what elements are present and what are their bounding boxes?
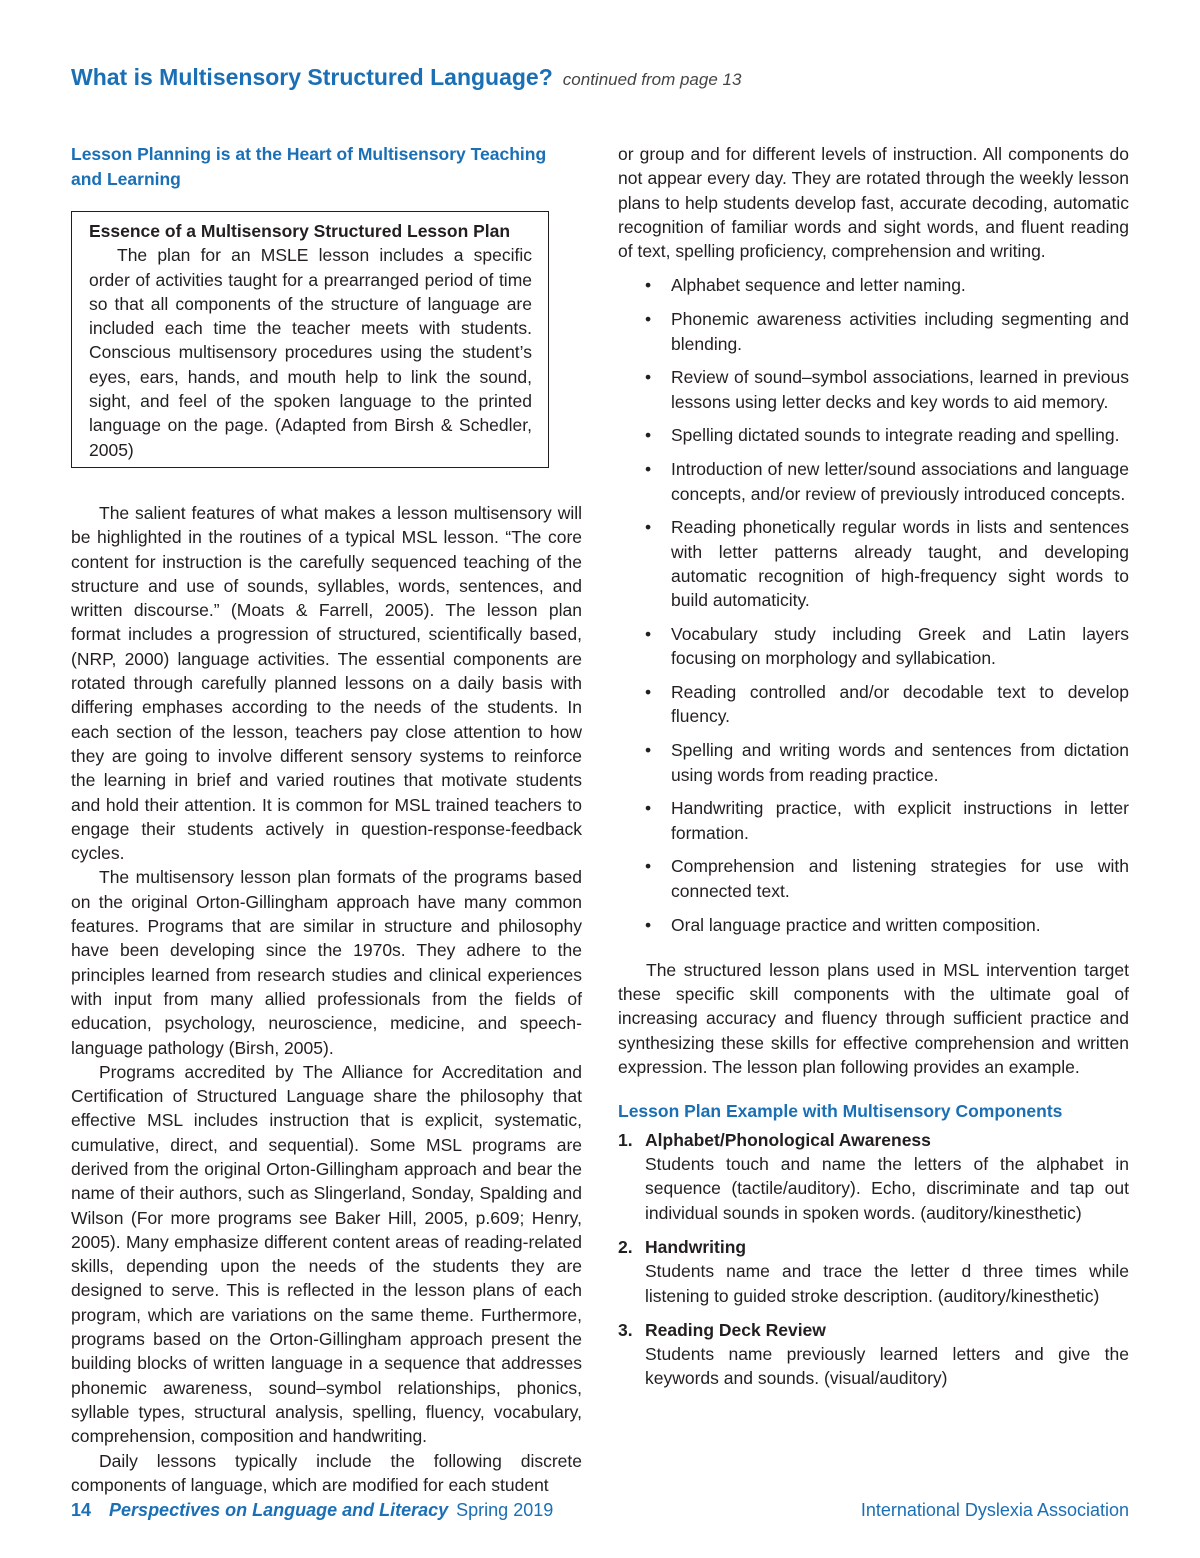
journal-title: Perspectives on Language and Literacy [109, 1500, 449, 1520]
sidebar-box [71, 211, 549, 468]
list-item [618, 1318, 1129, 1391]
list-item [618, 1235, 1129, 1308]
page-header [71, 64, 741, 91]
list-item: • Spelling and writing words and sentences from dictation using words from reading practice. [645, 740, 1129, 785]
bullet-icon: • [645, 856, 652, 877]
component-list [618, 273, 1129, 936]
page-number: 14 [71, 1500, 92, 1520]
bullet-icon: • [645, 367, 652, 388]
bullet-icon: • [645, 275, 652, 296]
step-title: Reading Deck Review [645, 1319, 826, 1340]
paragraph: Programs accredited by The Alliance for Accreditation and Certification of Structured Language share the philosophy that effective MSL includes instruction that is explicit, systematic, cumulative, direct, and sequential). Some MSL programs are derived from the original Orton-Gillingham approach and bear the name of their authors, such as Slingerland, Sonday, Spalding and Wilson (For more programs see Baker Hill, 2005, p.609; Henry, 2005). Many emphasize different content areas of reading-related skills, depending upon the needs of the students they are designed to serve. This is reflected in the lesson plans of each program, which are variations on the same theme. Furthermore, programs based on the Orton-Gillingham approach present the building blocks of written language in a sequence that addresses phonemic awareness, sound–symbol relationships, phonics, syllable types, structural analysis, spelling, fluency, vocabulary, comprehension, composition and handwriting. [71, 1061, 582, 1447]
paragraph: The structured lesson plans used in MSL intervention target these specific skill components with the ultimate goal of increasing accuracy and fluency through sufficient practice and synthesizing these skills for effective comprehension and written expression. The lesson plan following provides an example. [618, 959, 1129, 1077]
bullet-icon: • [645, 517, 652, 538]
bullet-icon: • [645, 682, 652, 703]
paragraph: or group and for different levels of instruction. All components do not appear every day. They are rotated through the weekly lesson plans to help students develop fast, accurate decoding, automatic recognition of familiar words and sight words, and fluent reading of text, spelling proficiency, comprehension and writing. [618, 144, 1129, 262]
article-title: What is Multisensory Structured Language? [71, 64, 553, 90]
right-column [618, 142, 1129, 1401]
issue-date: Spring 2019 [456, 1500, 554, 1520]
paragraph: The multisensory lesson plan formats of the programs based on the original Orton-Gillingham approach have many common features. Programs that are similar in structure and philosophy have been developing since the 1970s. They adhere to the principles learned from research studies and clinical experiences with input from many allied professionals from the fields of education, psychology, neuroscience, medicine, and speech-language pathology (Birsh, 2005). [71, 867, 582, 1058]
continued-note: continued from page 13 [562, 70, 742, 89]
list-item: • Comprehension and listening strategies for use with connected text. [645, 856, 1129, 901]
left-body [71, 501, 582, 1497]
box-text: The plan for an MSLE lesson includes a specific order of activities taught for a prearranged period of time so that all components of the structure of language are included each time the teacher meets with students. Conscious multisensory procedures using the student’s eyes, ears, hands, and mouth help to link the sound, sight, and feel of the spoken language to the printed language on the page. (Adapted from Birsh & Schedler, 2005) [89, 245, 532, 460]
page-footer [71, 1500, 1129, 1526]
paragraph: The salient features of what makes a lesson multisensory will be highlighted in the routines of a typical MSL lesson. “The core content for instruction is the carefully sequenced teaching of the structure and use of sounds, syllables, words, sentences, and written discourse.” (Moats & Farrell, 2005). The lesson plan format includes a progression of structured, scientifically based, (NRP, 2000) language activities. The essential components are rotated through carefully planned lessons on a daily basis with differing emphases according to the needs of the students. In each section of the lesson, teachers pay close attention to how they are going to involve different sensory systems to reinforce the learning in brief and varied routines that motivate students and hold their attention. It is common for MSL trained teachers to engage their students actively in question-response-feedback cycles. [71, 502, 582, 864]
list-item: • Spelling dictated sounds to integrate reading and spelling. [618, 423, 1129, 447]
organization-name: International Dyslexia Association [860, 1500, 1129, 1520]
step-title: Handwriting [645, 1236, 747, 1257]
list-item: • Oral language practice and written composition. [618, 913, 1129, 937]
step-text: Students name previously learned letters and give the keywords and sounds. (visual/auditory) [645, 1344, 1129, 1389]
list-item: • Handwriting practice, with explicit instructions in letter formation. [645, 798, 1129, 843]
bullet-icon: • [645, 309, 652, 330]
bullet-icon: • [645, 914, 652, 935]
list-item: • Alphabet sequence and letter naming. [618, 273, 1129, 297]
section-heading-lesson-plan-example: Lesson Plan Example with Multisensory Components [618, 1101, 1063, 1122]
step-number: 2. [618, 1236, 633, 1257]
list-item: • Review of sound–symbol associations, learned in previous lessons using letter decks and key words to aid memory. [645, 367, 1129, 412]
lesson-steps [618, 1128, 1129, 1391]
bullet-icon: • [645, 798, 652, 819]
list-item: • Vocabulary study including Greek and Latin layers focusing on morphology and syllabication. [645, 624, 1129, 669]
bullet-icon: • [645, 624, 652, 645]
bullet-icon: • [645, 740, 652, 761]
section-heading-lesson-planning: Lesson Planning is at the Heart of Multisensory Teaching and Learning [71, 144, 547, 189]
step-text: Students touch and name the letters of the alphabet in sequence (tactile/auditory). Echo, discriminate and tap out individual sounds in spoken words. (auditory/kinesthetic) [645, 1154, 1129, 1223]
list-item: • Reading phonetically regular words in lists and sentences with letter patterns already taught, and developing automatic recognition of high-frequency sight words to build automaticity. [645, 517, 1129, 611]
list-item: • Introduction of new letter/sound associations and language concepts, and/or review of previously introduced concepts. [645, 459, 1129, 504]
step-title: Alphabet/Phonological Awareness [645, 1129, 931, 1150]
left-column [71, 142, 582, 1497]
paragraph: Daily lessons typically include the following discrete components of language, which are modified for each student [71, 1450, 582, 1495]
bullet-icon: • [645, 425, 652, 446]
step-text: Students name and trace the letter d three times while listening to guided stroke description. (auditory/kinesthetic) [645, 1261, 1129, 1306]
list-item: • Phonemic awareness activities including segmenting and blending. [645, 309, 1129, 354]
step-number: 3. [618, 1319, 633, 1340]
step-number: 1. [618, 1129, 633, 1150]
bullet-icon: • [645, 459, 652, 480]
list-item [618, 1128, 1129, 1225]
box-title: Essence of a Multisensory Structured Lesson Plan [89, 221, 511, 241]
list-item: • Reading controlled and/or decodable text to develop fluency. [645, 682, 1129, 727]
